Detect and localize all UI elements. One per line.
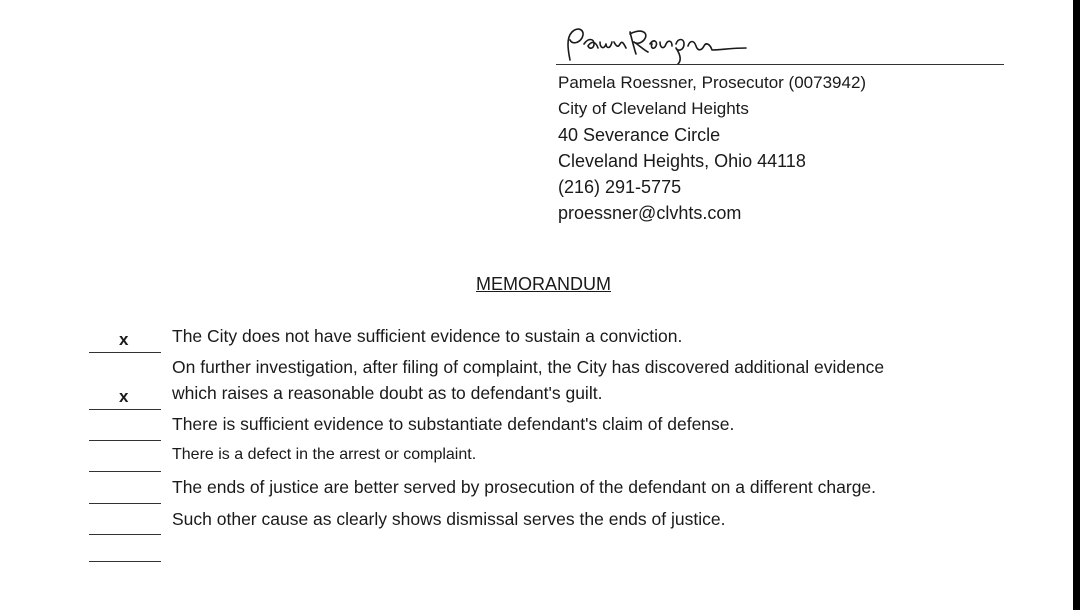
prosecutor-name: Pamela Roessner, Prosecutor (0073942)	[558, 73, 867, 92]
item-2-text-line1: On further investigation, after filing of complaint, the City has discovered additional evidence	[172, 357, 885, 377]
address-line-phone: (216) 291-5775	[558, 177, 682, 197]
address-line-city-state-zip: Cleveland Heights, Ohio 44118	[558, 151, 806, 171]
address-line-city: City of Cleveland Heights	[558, 99, 749, 118]
item-6-blank-line	[89, 534, 161, 535]
memorandum-title: MEMORANDUM	[476, 274, 611, 294]
item-2-blank-line	[89, 409, 161, 410]
item-6-text: Such other cause as clearly shows dismissal serves the ends of justice.	[172, 509, 726, 529]
item-1-mark: x	[119, 330, 129, 349]
item-5-blank-line	[89, 503, 161, 504]
address-line-email: proessner@clvhts.com	[558, 203, 742, 223]
extra-blank-line	[89, 561, 161, 562]
item-3-blank-line	[89, 440, 161, 441]
item-1-text: The City does not have sufficient evidence to sustain a conviction.	[172, 326, 683, 346]
item-3-text: There is sufficient evidence to substantiate defendant's claim of defense.	[172, 414, 735, 434]
item-4-text: There is a defect in the arrest or complaint.	[172, 446, 477, 463]
item-1-blank-line	[89, 352, 161, 353]
item-4-blank-line	[89, 471, 161, 472]
item-5-text: The ends of justice are better served by prosecution of the defendant on a different charge.	[172, 477, 877, 497]
address-line-street: 40 Severance Circle	[558, 125, 721, 145]
item-2-mark: x	[119, 387, 129, 406]
item-2-text-line2: which raises a reasonable doubt as to defendant's guilt.	[172, 383, 603, 403]
